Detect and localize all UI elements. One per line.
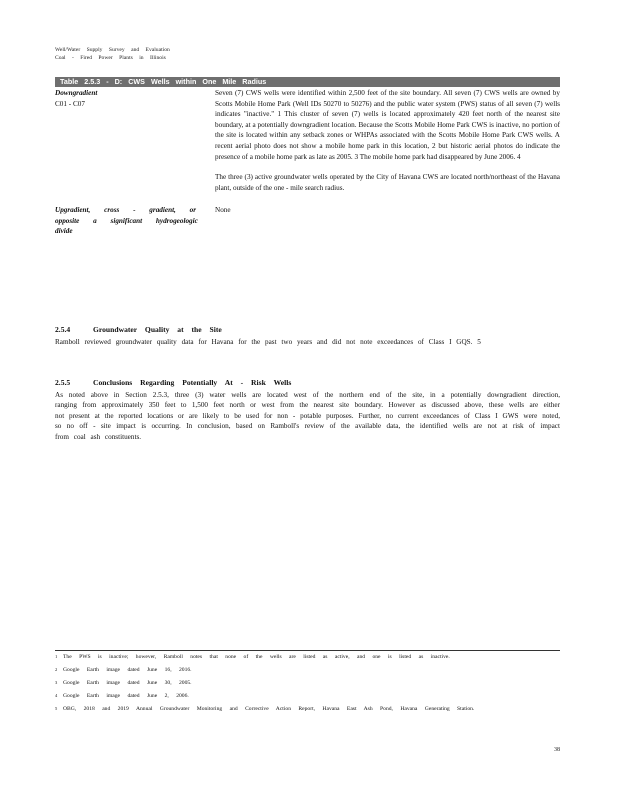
cws-wells-table (55, 88, 560, 237)
section-body: Ramboll reviewed groundwater quality data for Havana for the past two years and did not note exceedances of Class I GQS. 5 (55, 337, 481, 346)
header-line-2: Coal - Fired Power Plants in Illinois (55, 55, 166, 61)
footnote (55, 653, 560, 661)
footnote (55, 666, 560, 674)
footnote-text: OBG, 2018 and 2019 Annual Groundwater Monitoring and Corrective Action Report, Havana East Ash Pond, Havana Generating Station. (63, 706, 475, 712)
footnote-text: Google Earth image dated June 30, 2005. (63, 680, 192, 686)
footnote (55, 679, 560, 687)
footnote (55, 692, 560, 700)
row-label (55, 88, 215, 203)
section-number: 2.5.5 (55, 378, 71, 387)
header-line-1: Well/Water Supply Survey and Evaluation (55, 47, 170, 53)
footnote (55, 705, 560, 713)
table-row (55, 205, 560, 237)
footnote-divider (55, 650, 560, 651)
paragraph: The three (3) active groundwater wells operated by the City of Havana CWS are located north/northeast of the Havana plant, outside of the one - mile search radius. (215, 173, 560, 192)
footnote-text: Google Earth image dated June 16, 2016. (63, 667, 192, 673)
section-title: Groundwater Quality at the Site (93, 325, 222, 334)
section-heading (55, 325, 560, 336)
row-description (215, 88, 560, 203)
page-number: 38 (554, 747, 560, 753)
table-title: Table 2.5.3 - D: CWS Wells within One Mile Radius (55, 77, 560, 87)
section-heading (55, 378, 560, 389)
row-description (215, 205, 560, 237)
footnote-text: Google Earth image dated June 2, 2006. (63, 693, 189, 699)
row-label-text: Downgradient (55, 89, 98, 97)
table-row (55, 88, 560, 203)
footnote-text: The PWS is inactive; however, Ramboll notes that none of the wells are listed as active, and one is listed as inactive. (63, 654, 450, 660)
section-2-5-4 (55, 325, 560, 347)
section-2-5-5 (55, 378, 560, 443)
footnotes (55, 653, 560, 718)
section-body: As noted above in Section 2.5.3, three (3) water wells are located west of the northern end of the site, in a potentially downgradient direction, ranging from approximately 350 feet to 1,500 feet north or west from the nearest site boundary. However as discussed above, these wells are either not present at the reported locations or are likely to be used for non - potable purposes. Further, no current exceedances of Class I GWS were noted, so no off - site impact is occurring. In conclusion, based on Ramboll's review of the available data, the identified wells are not at risk of impact from coal ash constituents. (55, 390, 560, 441)
paragraph: Seven (7) CWS wells were identified within 2,500 feet of the site boundary. All seven (7) CWS wells are owned by Scotts Mobile Home Park (Well IDs 50270 to 50276) and the public water system (PWS) status of all seven (7) wells indicates "inactive." 1 This cluster of seven (7) wells is located approximately 420 feet north of the nearest site boundary, at a potentially downgradient location. Because the Scotts Mobile Home Park CWS is inactive, no portion of the site is located within any setback zones or WHPAs associated with the Scotts Mobile Home Park CWS wells. A recent aerial photo does not show a mobile home park in this location, 2 but historic aerial photos do indicate the presence of a mobile home park as late as 2005. 3 The mobile home park had disappeared by June 2006. 4 (215, 89, 560, 161)
footnote-mark: 4 (55, 693, 58, 698)
footnote-mark: 2 (55, 667, 58, 672)
running-header (55, 46, 170, 62)
footnote-mark: 3 (55, 680, 58, 685)
footnote-mark: 1 (55, 654, 58, 659)
section-title: Conclusions Regarding Potentially At - Risk Wells (93, 378, 292, 387)
row-sublabel: C01 - C07 (55, 99, 85, 108)
row-label (55, 205, 215, 237)
section-number: 2.5.4 (55, 325, 71, 334)
footnote-mark: 5 (55, 706, 58, 711)
paragraph: None (215, 206, 231, 215)
row-label-text: Upgradient, cross - gradient, or opposite a significant hydrogeologic divide (55, 206, 198, 236)
